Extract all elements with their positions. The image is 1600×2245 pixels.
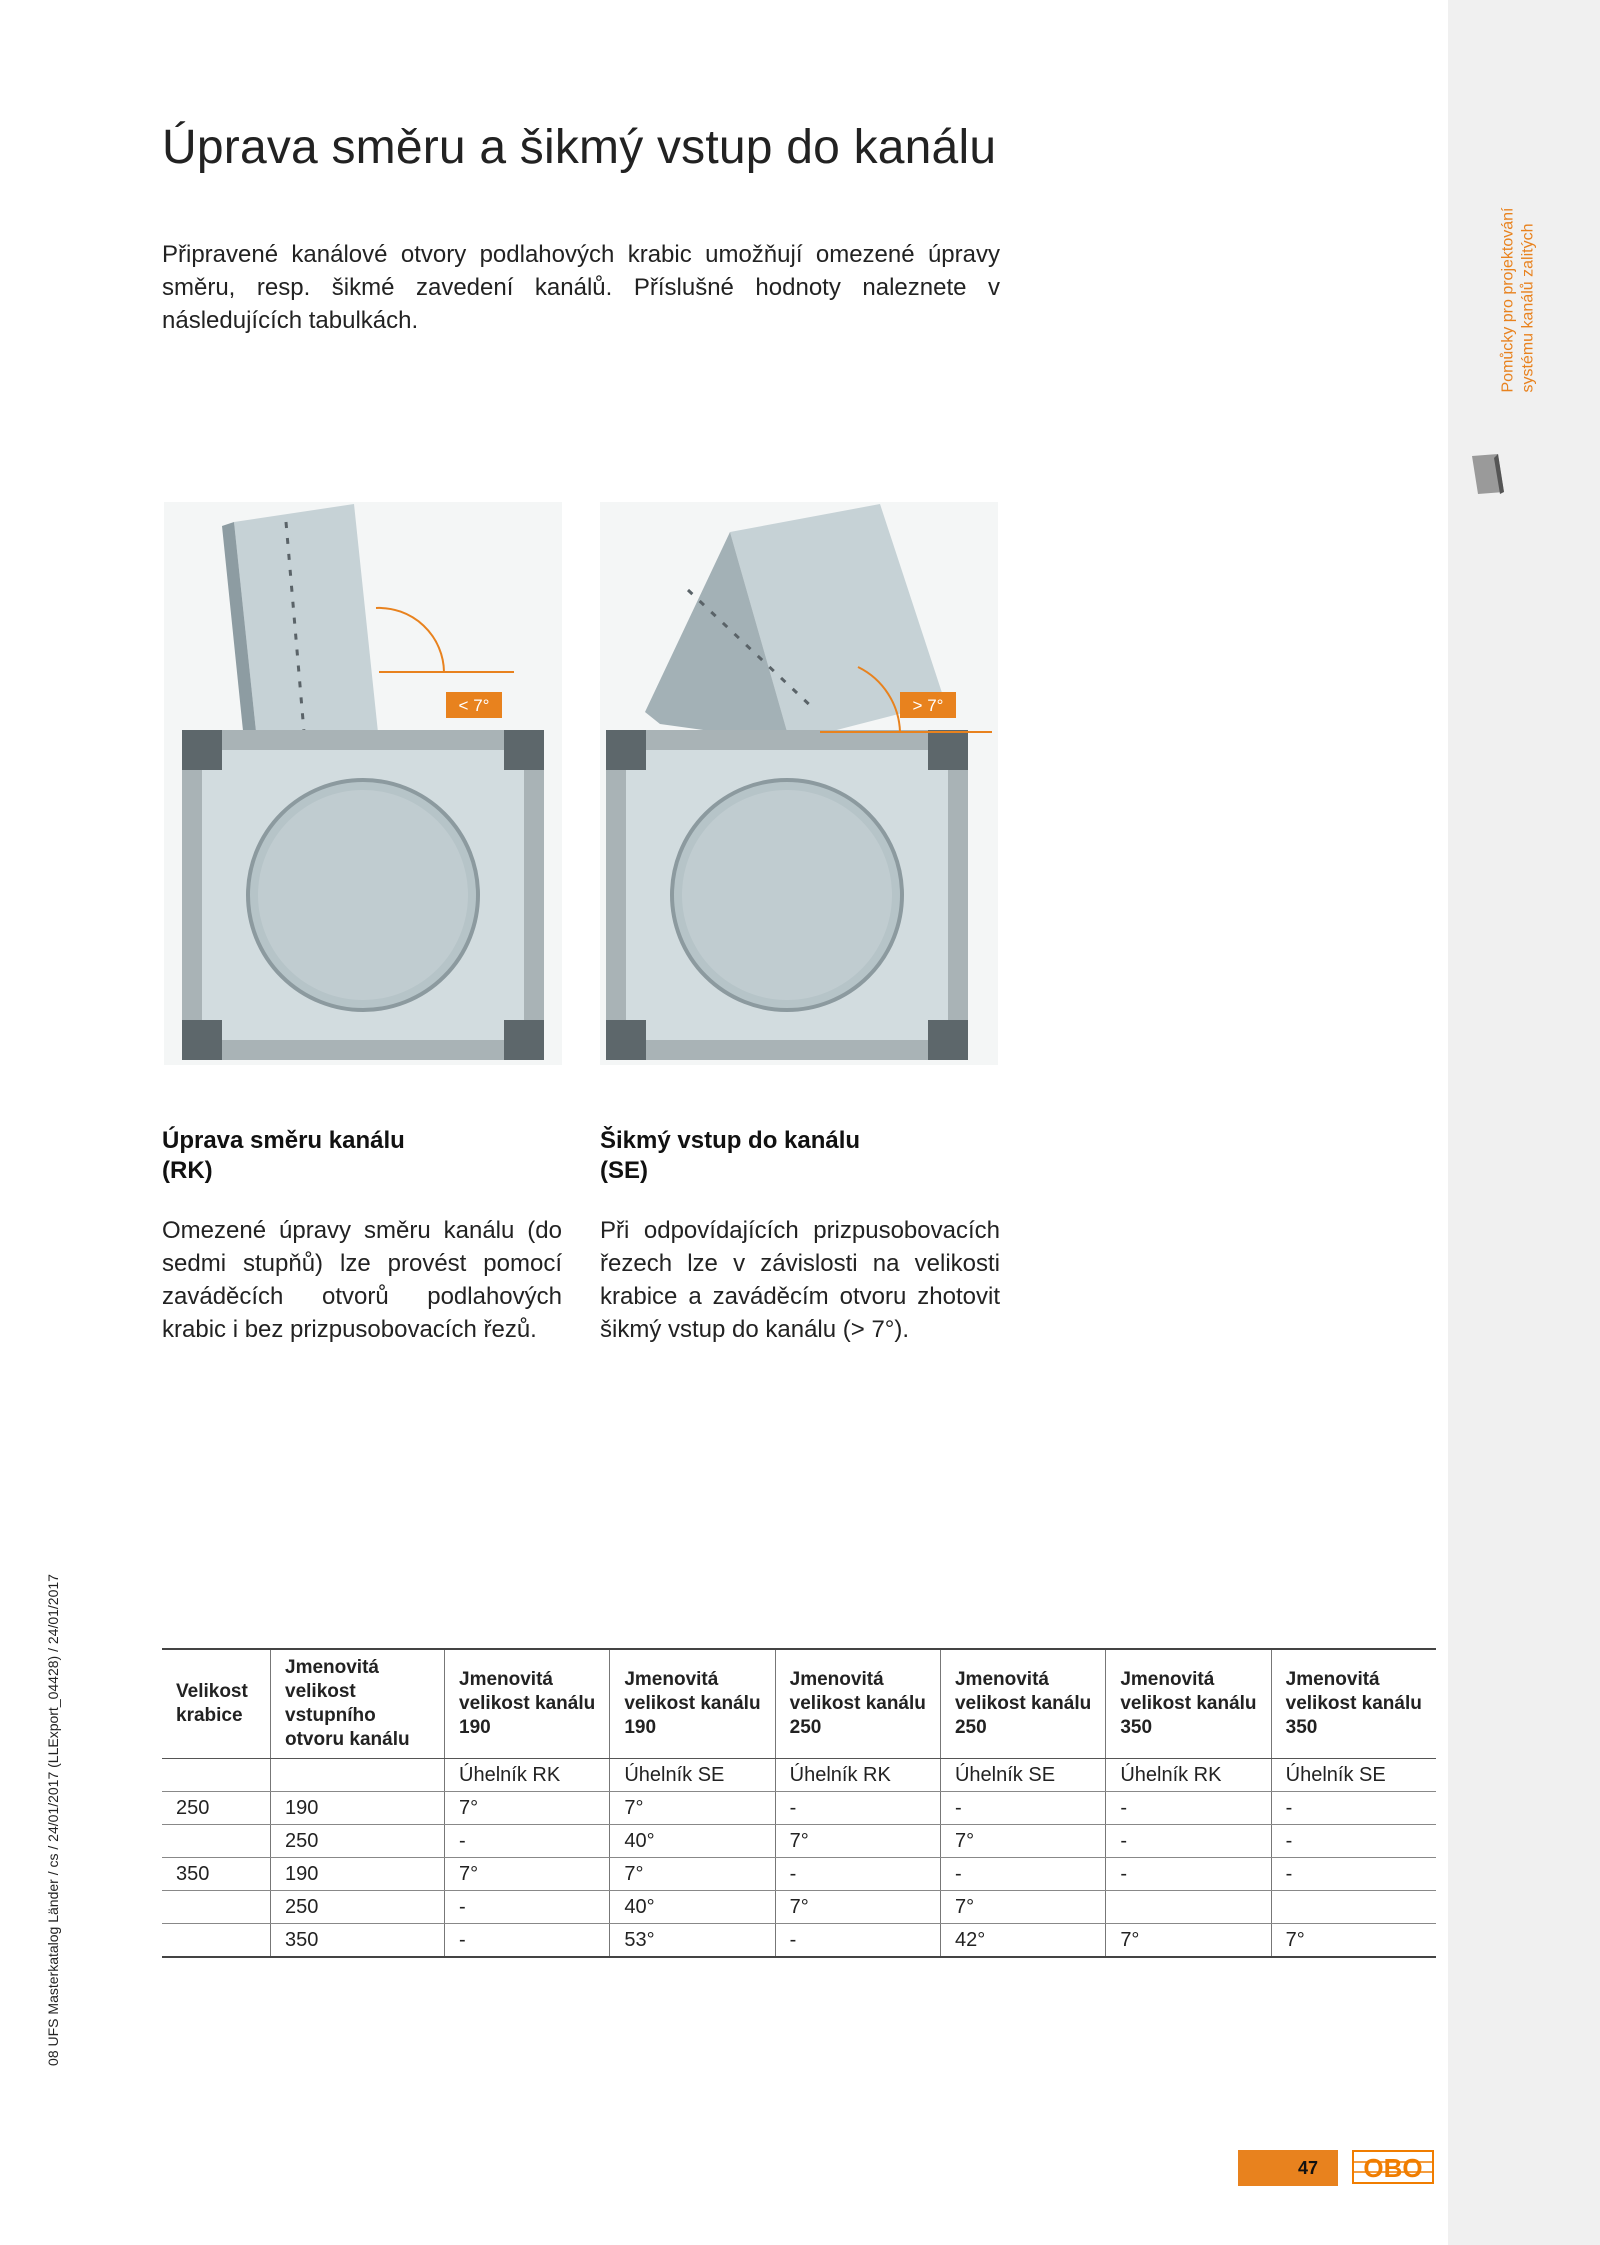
table-cell: - (445, 1924, 610, 1958)
table-cell (1106, 1891, 1271, 1924)
obo-logo (1352, 2150, 1434, 2184)
table-cell: - (1106, 1792, 1271, 1825)
table-cell: - (445, 1891, 610, 1924)
table-cell: - (445, 1825, 610, 1858)
page-title: Úprava směru a šikmý vstup do kanálu (162, 121, 997, 174)
table-cell: 7° (445, 1858, 610, 1891)
angle-label-right: > 7° (912, 696, 944, 715)
table-cell: 42° (940, 1924, 1105, 1958)
table-row (162, 1825, 1436, 1858)
table-cell: 7° (1106, 1924, 1271, 1958)
table-cell: - (1106, 1858, 1271, 1891)
table-cell (271, 1759, 445, 1792)
table-cell: 7° (775, 1825, 940, 1858)
print-footer-info (42, 1540, 64, 2100)
section-se-title-line1: Šikmý vstup do kanálu (600, 1127, 861, 1154)
table-row (162, 1792, 1436, 1825)
section-se-text: Při odpovídajících prizpusobovacích řezech lze v závislosti na velikosti krabice a zaváděcím otvoru zhotovit šikmý vstup do kanálu (> 7°). (600, 1217, 1000, 1343)
table-cell: - (940, 1792, 1105, 1825)
section-se-title (600, 1126, 1000, 1186)
table-cell: - (775, 1858, 940, 1891)
header-inlet-size: Jmenovitá velikost vstupního otvoru kanálu (271, 1649, 445, 1759)
table-cell: 7° (610, 1792, 775, 1825)
table-cell: 190 (271, 1858, 445, 1891)
table-cell: Úhelník SE (610, 1759, 775, 1792)
sidebar-label-line1: Pomůcky pro projektování (1499, 207, 1517, 393)
table-cell (162, 1891, 271, 1924)
table-cell: 250 (162, 1792, 271, 1825)
table-cell: Úhelník RK (775, 1759, 940, 1792)
table-row (162, 1858, 1436, 1891)
table-cell: Úhelník SE (940, 1759, 1105, 1792)
section-tab-marker (1470, 452, 1506, 496)
print-footer-text: 08 UFS Masterkatalog Länder / cs / 24/01/2017 (LLExport_04428) / 24/01/2017 (45, 1574, 61, 2066)
table-subheader-row (162, 1759, 1436, 1792)
logo-text: OBO (1363, 2153, 1423, 2183)
sidebar-section-label (1499, 190, 1537, 410)
table-cell: 7° (610, 1858, 775, 1891)
table-cell: 7° (940, 1825, 1105, 1858)
header-duct-350-rk: Jmenovitá velikost kanálu 350 (1106, 1649, 1271, 1759)
header-duct-190-rk: Jmenovitá velikost kanálu 190 (445, 1649, 610, 1759)
floor-box-direction-adjustment-image (164, 502, 562, 1065)
table-cell: 250 (271, 1891, 445, 1924)
table-cell: 53° (610, 1924, 775, 1958)
table-cell: Úhelník RK (1106, 1759, 1271, 1792)
table-cell: - (1271, 1792, 1436, 1825)
section-rk-title-line2: (RK) (162, 1157, 213, 1184)
table-cell: 7° (445, 1792, 610, 1825)
table-cell: 7° (940, 1891, 1105, 1924)
table-cell: - (775, 1924, 940, 1958)
table-cell: - (1271, 1825, 1436, 1858)
table-cell: Úhelník SE (1271, 1759, 1436, 1792)
table-cell: 40° (610, 1891, 775, 1924)
section-direction-adjustment (162, 1126, 562, 1346)
page-number-badge: 47 (1238, 2150, 1338, 2186)
section-rk-title (162, 1126, 562, 1186)
section-rk-title-line1: Úprava směru kanálu (162, 1127, 405, 1154)
table-cell: Úhelník RK (445, 1759, 610, 1792)
table-cell: 190 (271, 1792, 445, 1825)
table-cell: - (1271, 1858, 1436, 1891)
section-oblique-entry (600, 1126, 1000, 1346)
header-duct-250-se: Jmenovitá velikost kanálu 250 (940, 1649, 1105, 1759)
header-duct-190-se: Jmenovitá velikost kanálu 190 (610, 1649, 775, 1759)
table-cell (162, 1924, 271, 1958)
table-cell: 7° (1271, 1924, 1436, 1958)
angle-label-left: < 7° (458, 696, 490, 715)
header-duct-250-rk: Jmenovitá velikost kanálu 250 (775, 1649, 940, 1759)
table-cell: - (940, 1858, 1105, 1891)
floor-box-oblique-entry-image (600, 502, 998, 1065)
header-duct-350-se: Jmenovitá velikost kanálu 350 (1271, 1649, 1436, 1759)
table-row (162, 1891, 1436, 1924)
table-cell: 40° (610, 1825, 775, 1858)
section-se-title-line2: (SE) (600, 1157, 648, 1184)
table-header-row (162, 1649, 1436, 1759)
table-cell: 350 (271, 1924, 445, 1958)
intro-paragraph: Připravené kanálové otvory podlahových krabic umožňují omezené úpravy směru, resp. šikmé zavedení kanálů. Příslušné hodnoty naleznete v následujících tabulkách. (162, 241, 1000, 334)
table-cell: - (1106, 1825, 1271, 1858)
table-cell: 350 (162, 1858, 271, 1891)
table-cell (162, 1759, 271, 1792)
table-row (162, 1924, 1436, 1958)
table-cell (162, 1825, 271, 1858)
sidebar-label-line2: systému kanálů zalitých (1519, 223, 1537, 393)
table-cell: - (775, 1792, 940, 1825)
table-cell: 250 (271, 1825, 445, 1858)
header-box-size: Velikost krabice (162, 1649, 271, 1759)
angle-spec-table (162, 1648, 1436, 1958)
table-cell (1271, 1891, 1436, 1924)
section-rk-text: Omezené úpravy směru kanálu (do sedmi stupňů) lze provést pomocí zaváděcích otvorů podlahových krabic i bez prizpusobovacích řezů. (162, 1217, 562, 1343)
table-cell: 7° (775, 1891, 940, 1924)
